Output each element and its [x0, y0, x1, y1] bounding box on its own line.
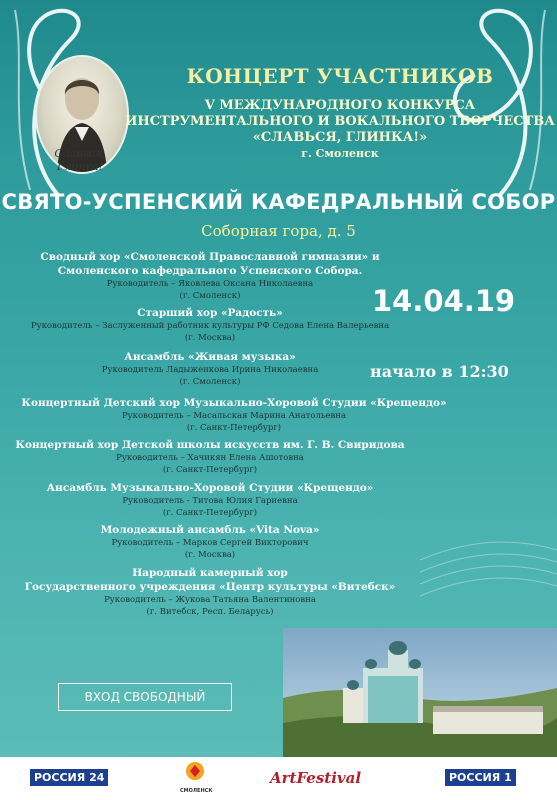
russia-24-logo — [30, 771, 108, 784]
musical-staff-decoration — [420, 520, 557, 640]
city-line: (г. Москва) — [184, 550, 236, 560]
director-line: Руководитель – Яковлева Оксана Николаевна — [106, 279, 314, 289]
director-line: Руководитель – Заслуженный работник культуры РФ Седова Елена Валерьевна — [30, 321, 390, 331]
smolensk-emblem-icon — [184, 761, 206, 785]
city-line: (г. Смоленск) — [179, 291, 241, 301]
ensemble-name: Концертный Детский хор Музыкально-Хоровой Студии «Крещендо» — [21, 397, 447, 409]
venue-address: Соборная гора, д. 5 — [201, 222, 356, 240]
contest-line-1: V МЕЖДУНАРОДНОГО КОНКУРСА — [204, 98, 476, 113]
ensemble-name: Ансамбль «Живая музыка» — [124, 351, 296, 363]
ensemble-name: Ансамбль Музыкально-Хоровой Студии «Крещендо» — [46, 482, 374, 494]
program-item — [10, 481, 410, 519]
city-line: (г. Санкт-Петербург) — [186, 423, 282, 433]
program-item — [10, 566, 410, 618]
russia-24-label: РОССИЯ 24 — [30, 769, 108, 786]
smolensk-logo — [180, 761, 213, 794]
contest-line-3: «СЛАВЬСЯ, ГЛИНКА!» — [252, 130, 428, 145]
director-line: Руководитель Ладыженкова Ирина Николаевна — [101, 365, 319, 375]
program-item — [10, 306, 410, 344]
contest-city: г. Смоленск — [301, 147, 379, 160]
ensemble-name: Концертный хор Детской школы искусств им. Г. В. Свиридова — [15, 439, 405, 451]
contest-line-2: ИНСТРУМЕНТАЛЬНОГО И ВОКАЛЬНОГО ТВОРЧЕСТВА — [125, 114, 555, 129]
russia-1-logo — [445, 771, 516, 784]
portrait-caption: Славься, Глинка! — [54, 147, 106, 173]
program-item — [4, 396, 464, 434]
event-date: 14.04.19 — [372, 284, 516, 318]
ensemble-name: Молодежный ансамбль «Vita Nova» — [100, 524, 320, 536]
ensemble-name: Старший хор «Радость» — [137, 307, 283, 319]
venue-name: СВЯТО-УСПЕНСКИЙ КАФЕДРАЛЬНЫЙ СОБОР — [1, 190, 556, 214]
russia-1-label: РОССИЯ 1 — [445, 769, 516, 786]
city-line: (г. Санкт-Петербург) — [162, 465, 258, 475]
city-line: (г. Смоленск) — [179, 377, 241, 387]
city-line: (г. Москва) — [184, 333, 236, 343]
ensemble-name: Смоленского кафедрального Успенского Собора. — [57, 265, 363, 277]
director-line: Руководитель – Хачикян Елена Ашотовна — [116, 453, 304, 463]
ensemble-name: Государственного учреждения «Центр культуры «Витебск» — [24, 581, 396, 593]
director-line: Руководитель - Титова Юлия Гариевна — [122, 496, 298, 506]
director-line: Руководитель – Марков Сергей Викторович — [111, 538, 309, 548]
poster-title: КОНЦЕРТ УЧАСТНИКОВ — [186, 64, 494, 88]
director-line: Руководитель – Масальская Марина Анатольевна — [121, 411, 347, 421]
director-line: Руководитель – Жукова Татьяна Валентиновна — [104, 595, 316, 605]
program-item — [10, 350, 410, 388]
sponsor-footer — [0, 757, 557, 800]
program-item — [10, 438, 410, 476]
ensemble-name: Народный камерный хор — [132, 567, 288, 579]
artfestival-logo: ArtFestival — [270, 769, 362, 787]
smolensk-caption: СМОЛЕНСК — [180, 788, 213, 794]
start-time: начало в 12:30 — [370, 362, 509, 381]
program-item — [10, 250, 410, 302]
cathedral-photo — [283, 628, 557, 758]
city-line: (г. Санкт-Петербург) — [162, 508, 258, 518]
program-item — [10, 523, 410, 561]
free-entry-badge: ВХОД СВОБОДНЫЙ — [58, 683, 232, 711]
ensemble-name: Сводный хор «Смоленской Православной гимназии» и — [40, 251, 380, 263]
city-line: (г. Витебск, Респ. Беларусь) — [146, 607, 274, 617]
